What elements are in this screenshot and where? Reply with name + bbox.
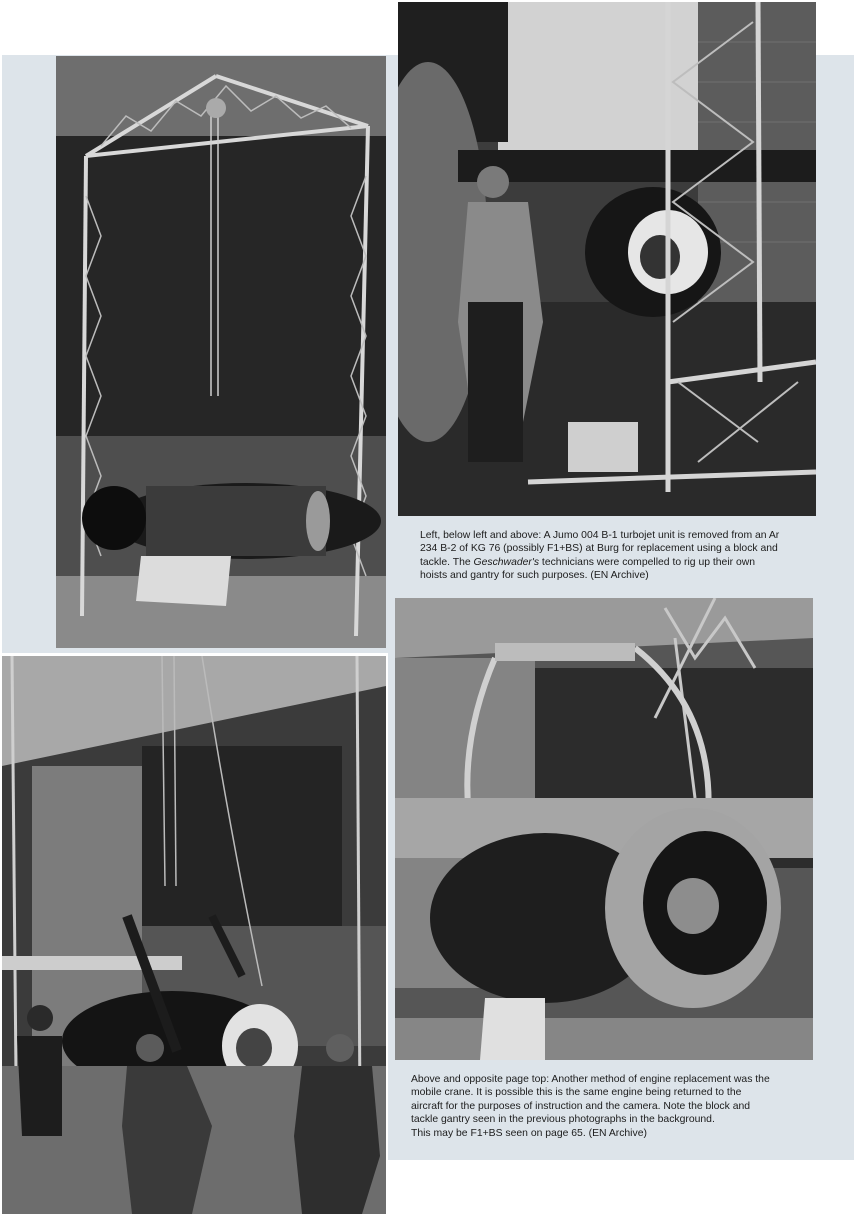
photo-technician-nacelle	[398, 2, 816, 516]
caption-bottom-main: Above and opposite page top: Another method of engine replacement was the mobile crane. It is possible this is the same engine being returned to the aircraft for the purposes of instruction and the camera. Note the block and tackle gantry seen in the previous photographs in the background.	[411, 1074, 770, 1126]
caption-top-emphasis: Geschwader's	[473, 556, 540, 568]
caption-top-part2: technicians were compelled to rig up their own hoists and gantry for such purposes. (EN Archive)	[420, 556, 756, 582]
caption-bottom	[411, 1073, 776, 1140]
caption-bottom-second: This may be F1+BS seen on page 65. (EN Archive)	[411, 1127, 647, 1139]
caption-top-part1: Left, below left and above: A Jumo 004 B-1 turbojet unit is removed from an Ar 234 B-2 of KG 76 (possibly F1+BS) at Burg for replacement using a block and tackle. The	[420, 530, 780, 568]
photo-crew-engine	[2, 656, 386, 1214]
photo-mobile-crane	[395, 598, 813, 1060]
caption-top	[420, 529, 780, 583]
photo-gantry-hoist	[56, 56, 386, 648]
